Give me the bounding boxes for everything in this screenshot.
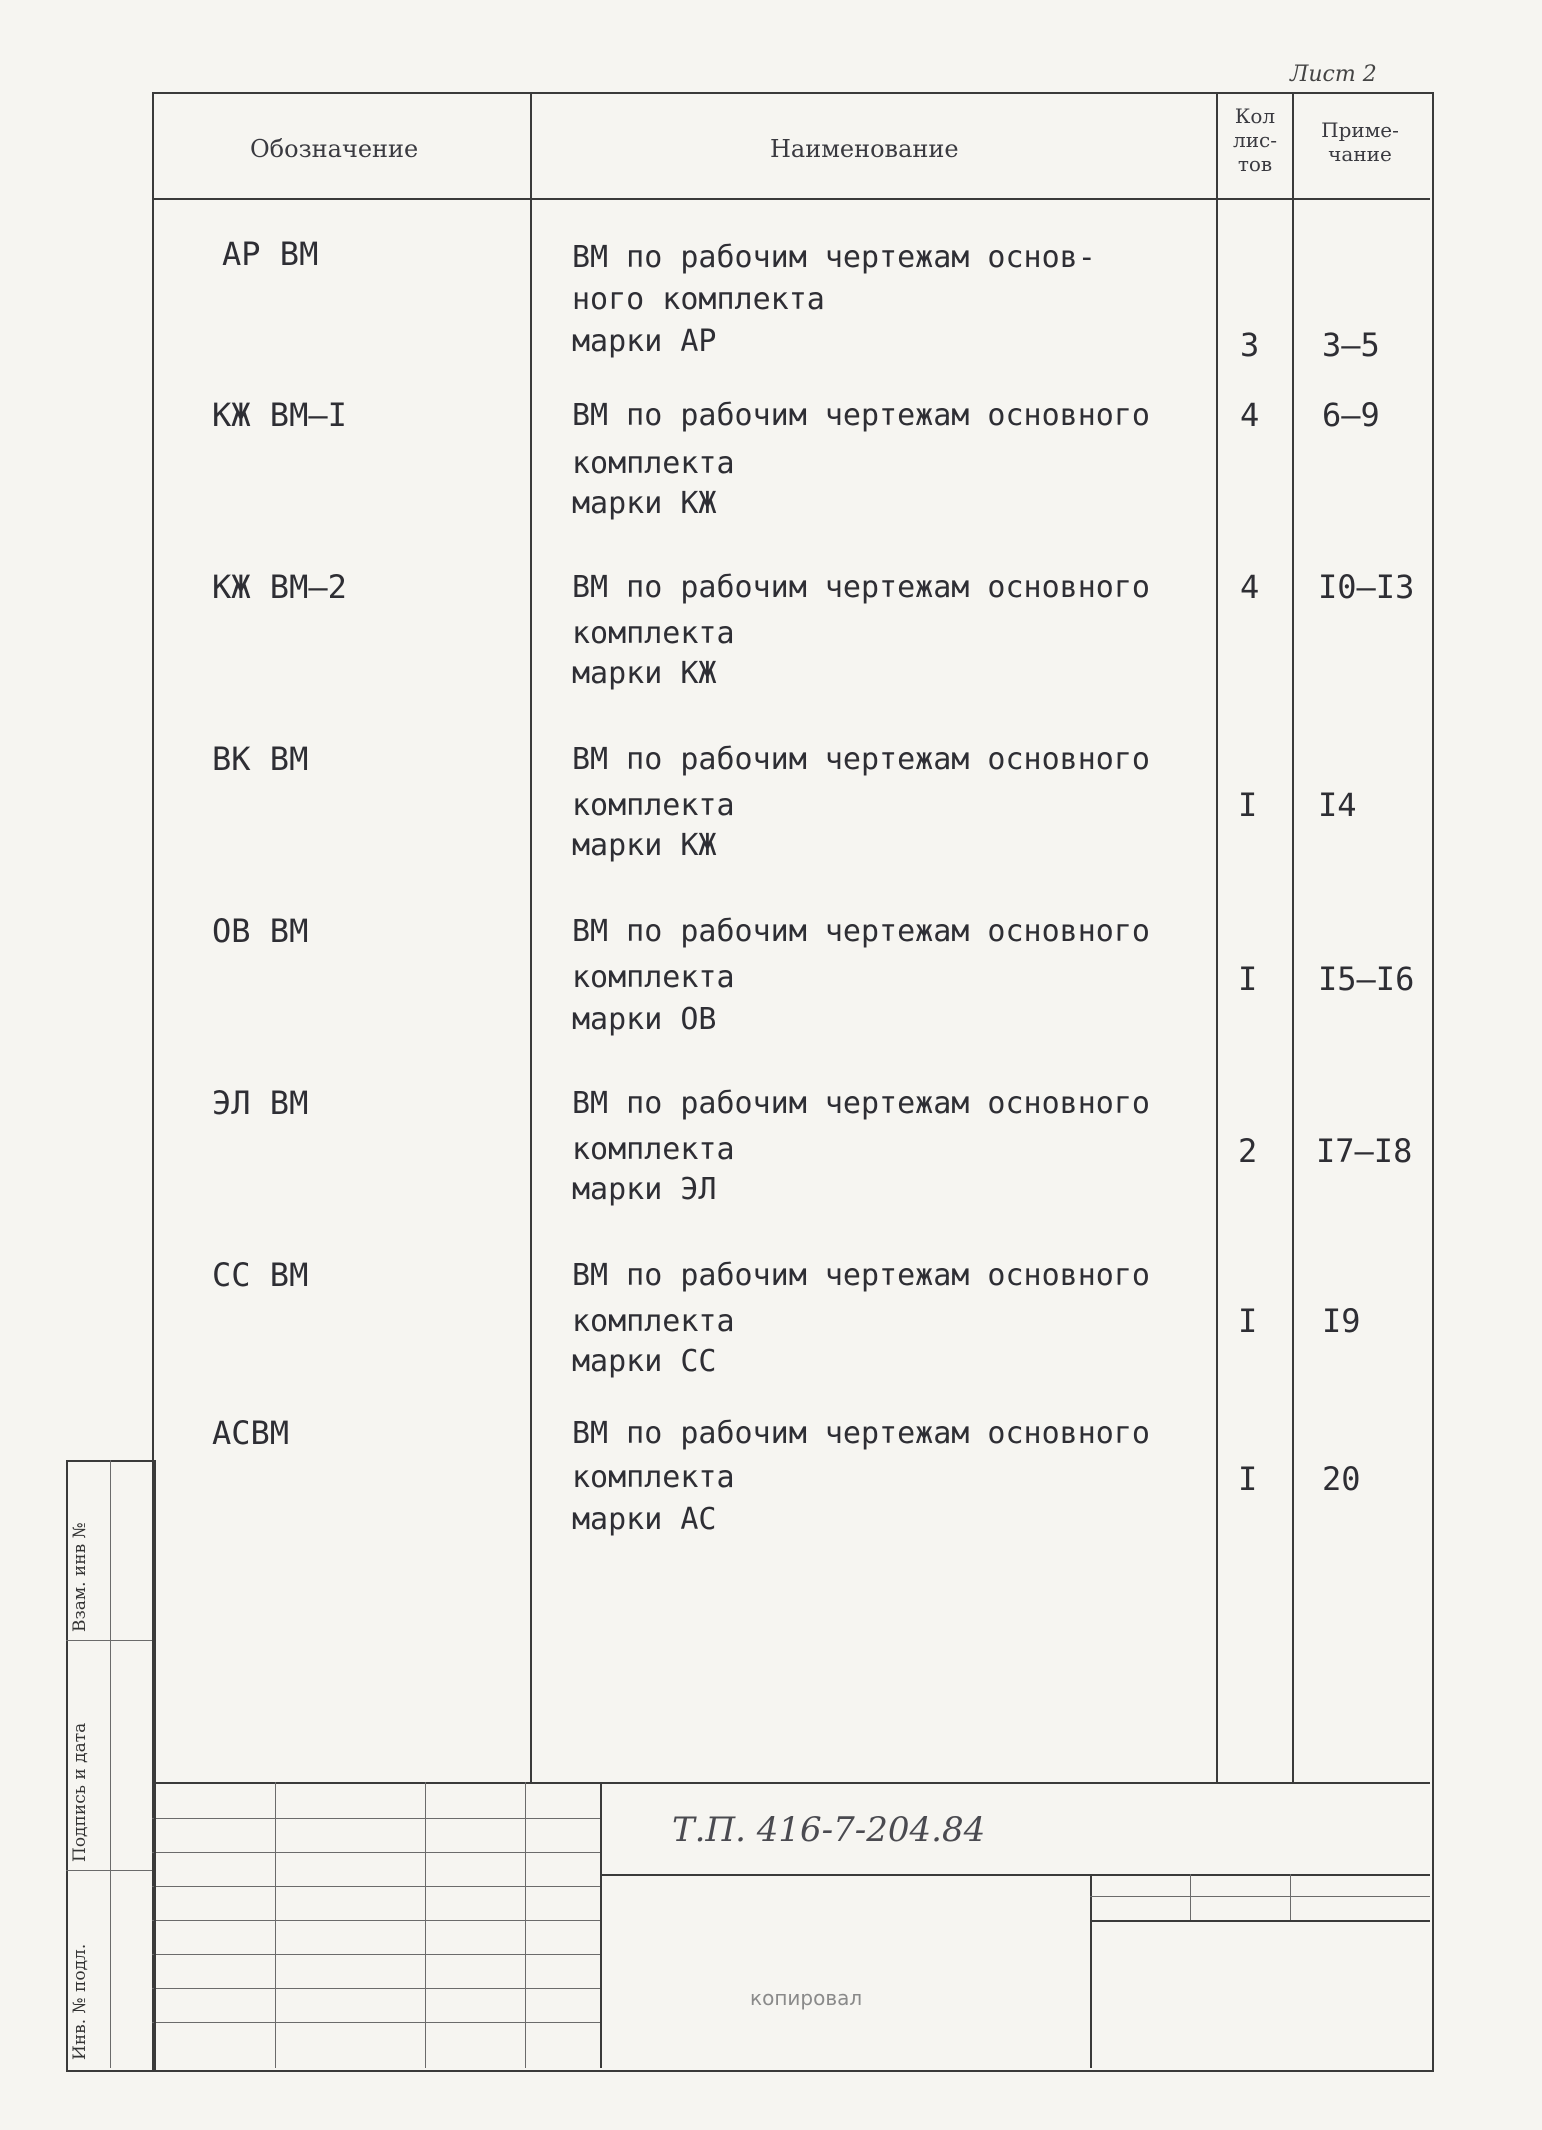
row-note: 20 bbox=[1322, 1460, 1361, 1498]
row-name-line: марки АС bbox=[572, 1502, 717, 1537]
row-sheets: 4 bbox=[1240, 568, 1260, 606]
stamp-col bbox=[525, 1782, 526, 2068]
row-note: I7–I8 bbox=[1316, 1132, 1413, 1170]
col-sep-3 bbox=[1292, 92, 1294, 1782]
row-code: ЭЛ ВМ bbox=[212, 1084, 309, 1122]
row-name-line: ВМ по рабочим чертежам основ- bbox=[572, 240, 1096, 275]
header-note: Приме- чание bbox=[1321, 118, 1399, 166]
title-col bbox=[1290, 1874, 1291, 1920]
main-frame bbox=[152, 92, 1434, 2072]
side-stamp-sign-date: Подпись и дата bbox=[70, 1722, 90, 1862]
side-stamp-replace-inv: Взам. инв № bbox=[70, 1522, 90, 1632]
stamp-row bbox=[152, 1886, 600, 1887]
stamp-row bbox=[152, 2022, 600, 2023]
row-name-line: марки КЖ bbox=[572, 656, 717, 691]
side-stamp-row bbox=[66, 1870, 152, 1871]
title-row bbox=[1090, 1896, 1430, 1897]
row-code: КЖ ВМ–2 bbox=[212, 568, 347, 606]
row-name-line: комплекта bbox=[572, 960, 735, 995]
side-stamp-row bbox=[66, 1640, 152, 1641]
header-sheets-count: Кол лис- тов bbox=[1233, 104, 1277, 176]
stamp-row bbox=[152, 1818, 600, 1819]
bottom-text: копировал bbox=[750, 1986, 863, 2010]
row-name-line: ВМ по рабочим чертежам основного bbox=[572, 914, 1150, 949]
col-sep-1 bbox=[530, 92, 532, 1782]
stamp-col bbox=[425, 1782, 426, 2068]
stamp-row bbox=[152, 1920, 600, 1921]
title-row bbox=[1090, 1920, 1430, 1922]
row-code: АСВМ bbox=[212, 1414, 290, 1452]
row-name-line: ВМ по рабочим чертежам основного bbox=[572, 398, 1150, 433]
row-sheets: I bbox=[1238, 1302, 1258, 1340]
row-note: 3–5 bbox=[1322, 326, 1380, 364]
row-code: ВК ВМ bbox=[212, 740, 309, 778]
row-name-line: комплекта bbox=[572, 446, 735, 481]
row-name-line: марки КЖ bbox=[572, 486, 717, 521]
row-note: I9 bbox=[1322, 1302, 1361, 1340]
title-col bbox=[1090, 1874, 1092, 2068]
row-name-line: комплекта bbox=[572, 1304, 735, 1339]
side-stamp-inv-no: Инв. № подл. bbox=[70, 1943, 90, 2060]
row-name-line: марки АР bbox=[572, 324, 717, 359]
header-divider bbox=[152, 198, 1430, 200]
title-block-top bbox=[152, 1782, 1430, 1784]
row-note: I5–I6 bbox=[1318, 960, 1415, 998]
row-name-line: марки СС bbox=[572, 1344, 717, 1379]
row-name-line: комплекта bbox=[572, 1132, 735, 1167]
row-name-line: ВМ по рабочим чертежам основного bbox=[572, 1258, 1150, 1293]
row-sheets: 3 bbox=[1240, 326, 1260, 364]
row-sheets: I bbox=[1238, 786, 1258, 824]
row-name-line: комплекта bbox=[572, 1460, 735, 1495]
row-name-line: комплекта bbox=[572, 788, 735, 823]
title-block-mid bbox=[600, 1874, 1430, 1876]
row-sheets: I bbox=[1238, 960, 1258, 998]
header-name: Наименование bbox=[770, 135, 959, 163]
row-name-line: марки ОВ bbox=[572, 1002, 717, 1037]
sheet-label: Лист 2 bbox=[1290, 62, 1377, 87]
row-note: 6–9 bbox=[1322, 396, 1380, 434]
title-col bbox=[1190, 1874, 1191, 1920]
stamp-row bbox=[152, 1852, 600, 1853]
stamp-col bbox=[600, 1782, 602, 2068]
row-code: КЖ ВМ–I bbox=[212, 396, 347, 434]
row-code: ОВ ВМ bbox=[212, 912, 309, 950]
header-designation: Обозначение bbox=[250, 135, 419, 163]
row-note: I0–I3 bbox=[1318, 568, 1415, 606]
row-name-line: марки КЖ bbox=[572, 828, 717, 863]
row-code: СС ВМ bbox=[212, 1256, 309, 1294]
stamp-row bbox=[152, 1954, 600, 1955]
col-sep-2 bbox=[1216, 92, 1218, 1782]
row-name-line: ного комплекта bbox=[572, 282, 825, 317]
row-name-line: комплекта bbox=[572, 616, 735, 651]
row-note: I4 bbox=[1318, 786, 1357, 824]
row-name-line: ВМ по рабочим чертежам основного bbox=[572, 1086, 1150, 1121]
row-sheets: 2 bbox=[1238, 1132, 1258, 1170]
side-stamp-divider bbox=[110, 1460, 111, 2068]
doc-number: Т.П. 416-7-204.84 bbox=[672, 1810, 986, 1850]
row-sheets: 4 bbox=[1240, 396, 1260, 434]
row-name-line: ВМ по рабочим чертежам основного bbox=[572, 570, 1150, 605]
row-name-line: марки ЭЛ bbox=[572, 1172, 717, 1207]
row-name-line: ВМ по рабочим чертежам основного bbox=[572, 742, 1150, 777]
stamp-row bbox=[152, 1988, 600, 1989]
row-code: АР ВМ bbox=[222, 235, 319, 273]
row-name-line: ВМ по рабочим чертежам основного bbox=[572, 1416, 1150, 1451]
stamp-col bbox=[275, 1782, 276, 2068]
row-sheets: I bbox=[1238, 1460, 1258, 1498]
